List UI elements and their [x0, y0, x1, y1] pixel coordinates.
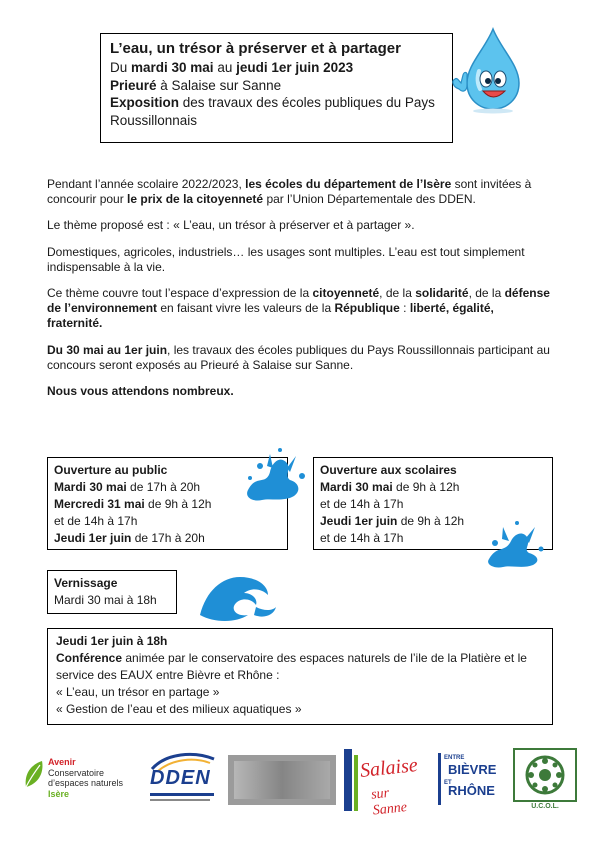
text: , de la	[379, 286, 416, 301]
vernissage-date: Mardi 30 mai à 18h	[54, 593, 157, 607]
partner-logos	[22, 745, 582, 819]
date-text: Du	[110, 60, 132, 75]
text: par l’Union Départementale des DDEN.	[263, 192, 476, 207]
box-heading: Vernissage	[54, 576, 118, 590]
hours-line	[54, 530, 281, 547]
logo-text: Salaise	[358, 754, 419, 782]
leaf-icon	[22, 759, 46, 789]
hours: de 17h à 20h	[131, 531, 205, 545]
paragraph-dates	[47, 343, 552, 373]
hours-line: et de 14h à 17h	[320, 531, 404, 545]
text: Pendant l’année scolaire 2022/2023,	[47, 177, 246, 191]
hours-line: et de 14h à 17h	[320, 497, 404, 511]
date-text: au	[213, 60, 237, 75]
bievre-rhone-logo	[438, 749, 502, 813]
logo-text: Avenir	[48, 757, 76, 767]
vernissage-box	[47, 570, 177, 614]
photo-image	[234, 761, 330, 799]
logo-text: sur Sanne	[370, 785, 408, 819]
paragraph-invite: Nous vous attendons nombreux.	[47, 384, 234, 399]
place-name: Prieuré	[110, 77, 157, 93]
dden-wordmark: DDEN	[150, 767, 211, 789]
logo-text: Conservatoire	[48, 767, 105, 778]
place-text: à Salaise sur Sanne	[156, 77, 282, 93]
logo-text: BIÈVRE	[448, 762, 497, 777]
logo-text: RHÔNE	[448, 783, 495, 798]
conference-topic: « Gestion de l’eau et des milieux aquatiques »	[56, 702, 302, 716]
water-wave-icon	[196, 567, 278, 623]
conference-text	[56, 650, 544, 684]
day: Mercredi 31 mai	[54, 497, 145, 511]
text: en faisant vivre les valeurs de la	[157, 301, 335, 316]
box-heading: Ouverture au public	[54, 463, 168, 477]
text-bold: liberté, égalité, fraternité.	[47, 301, 494, 331]
text: , de la	[468, 286, 505, 301]
exhibition-line	[110, 94, 444, 129]
text: :	[399, 301, 410, 316]
hours: de 17h à 20h	[126, 480, 201, 494]
text-bold: Du 30 mai au 1er juin	[47, 342, 168, 357]
text-bold: le prix de la citoyenneté	[127, 192, 264, 207]
logo-text: ET	[444, 780, 452, 786]
text-bold: défense de l’environnement	[47, 286, 550, 316]
conference-box	[47, 628, 553, 725]
cen-isere-logo	[22, 749, 132, 811]
exhibition-label: Exposition	[110, 95, 180, 110]
logo-divider	[150, 793, 214, 796]
paragraph-values	[47, 286, 552, 332]
paragraph-usages: Domestiques, agricoles, industriels… les usages sont multiples. L’eau est tout simplement indispensable à la vie.	[47, 244, 525, 274]
hours: de 9h à 12h	[397, 514, 465, 528]
salaise-sur-sanne-logo	[342, 749, 422, 819]
day: Jeudi 1er juin	[320, 514, 398, 528]
photo-logo	[228, 755, 336, 805]
text-bold: solidarité	[415, 286, 469, 301]
hours-line: et de 14h à 17h	[54, 514, 138, 528]
text-bold: les écoles du département de l’Isère	[245, 177, 452, 191]
day: Mardi 30 mai	[320, 480, 393, 494]
ucol-emblem-icon	[512, 747, 578, 803]
paragraph-theme: Le thème proposé est : « L’eau, un trésor à préserver et à partager ».	[47, 218, 415, 233]
hours-line	[320, 479, 546, 496]
date-start: mardi 30 mai	[131, 60, 214, 75]
water-drop-mascot-icon	[445, 25, 525, 115]
text: Ce thème couvre tout l’espace d’expression de la	[47, 286, 313, 301]
logo-divider	[438, 753, 441, 805]
logo-divider	[150, 799, 210, 801]
water-splash-icon	[240, 446, 308, 504]
body-text	[47, 177, 552, 410]
conference-topic: « L’eau, un trésor en partage »	[56, 685, 220, 699]
text-bold: République	[334, 301, 400, 316]
hours: de 9h à 12h	[144, 497, 212, 511]
text: sont invitées à concourir pour	[47, 177, 532, 207]
text-bold: Conférence	[56, 651, 123, 665]
box-heading: Ouverture aux scolaires	[320, 463, 457, 477]
date-end: jeudi 1er juin 2023	[236, 60, 354, 75]
date-line	[110, 59, 444, 77]
day: Jeudi 1er juin	[54, 531, 132, 545]
logo-text: d’espaces naturels	[48, 778, 124, 788]
page-title: L’eau, un trésor à préserver et à partager	[110, 40, 401, 57]
header-box	[100, 33, 453, 143]
text-bold: citoyenneté	[312, 286, 380, 301]
dden-logo	[142, 749, 222, 813]
box-heading: Jeudi 1er juin à 18h	[56, 634, 168, 648]
exhibition-text: des travaux des écoles publiques du Pays Roussillonnais	[110, 95, 435, 128]
logo-text: U.C.O.L.	[531, 803, 559, 810]
place-line	[110, 77, 444, 95]
paragraph-intro	[47, 177, 552, 207]
text: , les travaux des écoles publiques du Pays Roussillonnais participant au concours seront exposés au Prieuré à Salaise sur Sanne.	[47, 342, 550, 372]
text: animée par le conservatoire des espaces naturels de l’ile de la Platière et le service des EAUX entre Bièvre et Rhône :	[56, 651, 527, 682]
hours: de 9h à 12h	[392, 480, 460, 494]
logo-text: ENTRE	[444, 755, 465, 761]
logo-text: Isère	[48, 788, 70, 799]
ucol-logo	[512, 745, 578, 815]
water-splash-icon	[483, 519, 545, 571]
day: Mardi 30 mai	[54, 480, 127, 494]
